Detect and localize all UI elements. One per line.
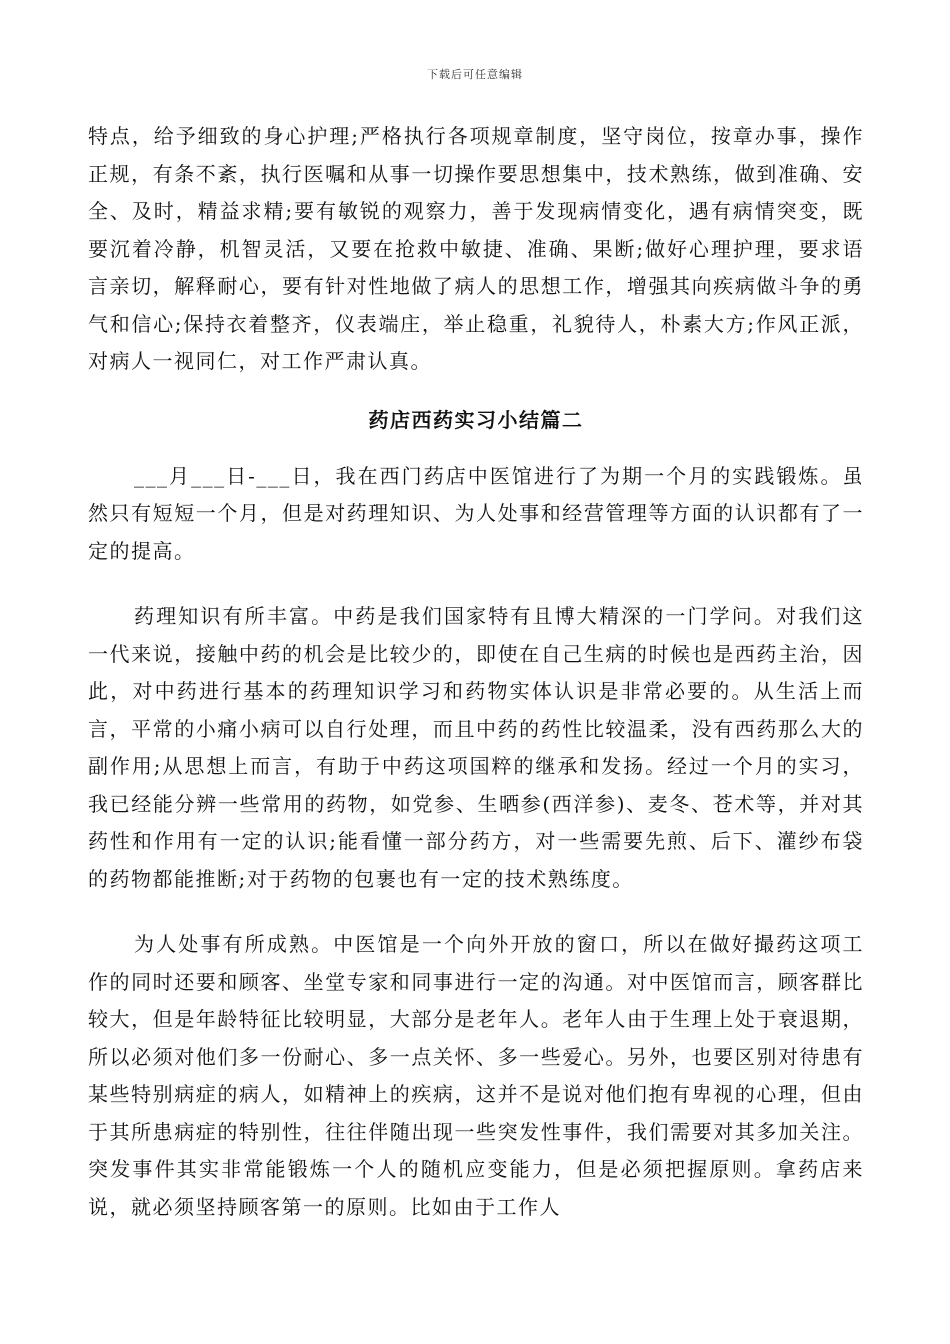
document-body (88, 118, 864, 1226)
paragraph-pharmacology: 药理知识有所丰富。中药是我们国家特有且博大精深的一门学问。对我们这一代来说，接触中药的机会是比较少的，即使在自己生病的时候也是西药主治，因此，对中药进行基本的药理知识学习和药物实体认识是非常必要的。从生活上而言，平常的小痛小病可以自行处理，而且中药的药性比较温柔，没有西药那么大的副作用;从思想上而言，有助于中药这项国粹的继承和发扬。经过一个月的实习，我已经能分辨一些常用的药物，如党参、生晒参(西洋参)、麦冬、苍术等，并对其药性和作用有一定的认识;能看懂一部分药方，对一些需要先煎、后下、灌纱布袋的药物都能推断;对于药物的包裹也有一定的技术熟练度。 (88, 604, 864, 891)
header-note: 下载后可任意编辑 (427, 68, 523, 81)
paragraph-continued: 特点，给予细致的身心护理;严格执行各项规章制度，坚守岗位，按章办事，操作正规，有条不紊，执行医嘱和从事一切操作要思想集中，技术熟练，做到准确、安全、及时，精益求精;要有敏锐的观察力，善于发现病情变化，遇有病情突变，既要沉着冷静，机智灵活，又要在抢救中敏捷、准确、果断;做好心理护理，要求语言亲切，解释耐心，要有针对性地做了病人的思想工作，增强其向疾病做斗争的勇气和信心;保持衣着整齐，仪表端庄，举止稳重，礼貌待人，朴素大方;作风正派，对病人一视同仁，对工作严肃认真。 (88, 124, 864, 373)
paragraph-spacer (88, 898, 864, 926)
section-title: 药店西药实习小结篇二 (368, 407, 584, 432)
paragraph-interpersonal: 为人处事有所成熟。中医馆是一个向外开放的窗口，所以在做好撮药这项工作的同时还要和顾客、坐堂专家和同事进行一定的沟通。对中医馆而言，顾客群比较大，但是年龄特征比较明显，大部分是老年人。老年人由于生理上处于衰退期，所以必须对他们多一份耐心、多一点关怀、多一些爱心。另外，也要区别对待患有某些特别病症的病人，如精神上的疾病，这并不是说对他们抱有卑视的心理，但由于其所患病症的特别性，往往伴随出现一些突发性事件，我们需要对其多加关注。突发事件其实非常能锻炼一个人的随机应变能力，但是必须把握原则。拿药店来说，就必须坚持顾客第一的原则。比如由于工作人 (88, 932, 864, 1219)
paragraph-spacer (88, 570, 864, 598)
paragraph-intro: ___月___日-___日，我在西门药店中医馆进行了为期一个月的实践锻炼。虽然只有短短一个月，但是对药理知识、为人处事和经营管理等方面的认识都有了一定的提高。 (88, 463, 864, 563)
